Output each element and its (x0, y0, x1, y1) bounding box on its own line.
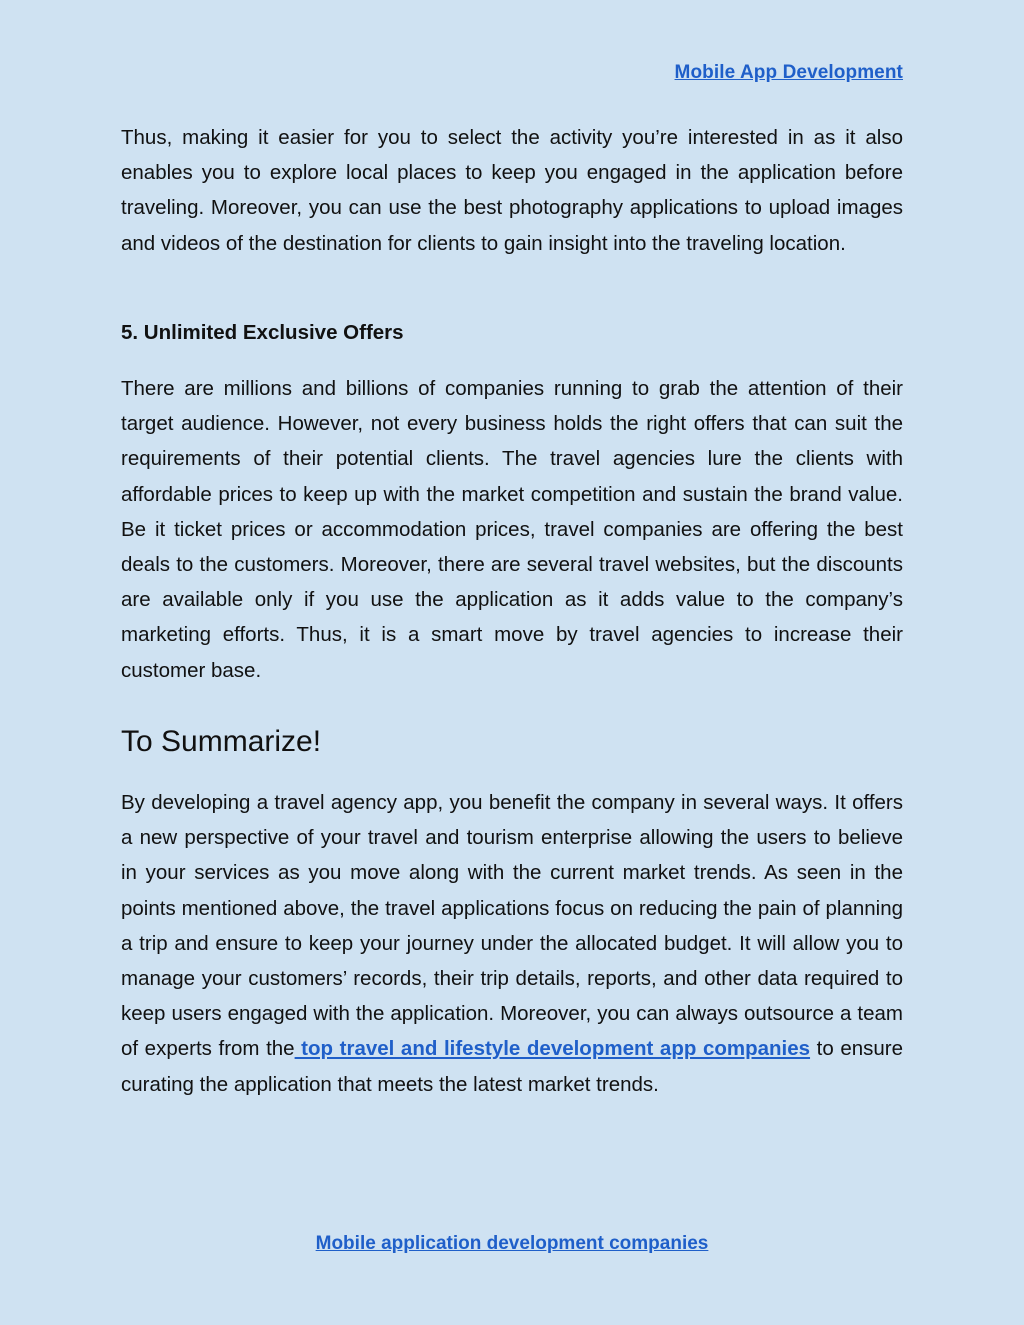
paragraph-exclusive-offers: There are millions and billions of companies running to grab the attention of their target audience. However, not every business holds the right offers that can suit the requirements of their potential clients. The travel agencies lure the clients with affordable prices to keep up with the market competition and sustain the brand value. Be it ticket prices or accommodation prices, travel companies are offering the best deals to the customers. Moreover, there are several travel websites, but the discounts are available only if you use the application as it adds value to the company’s marketing efforts. Thus, it is a smart move by travel agencies to increase their customer base. (121, 377, 903, 682)
section-title-to-summarize: To Summarize! (121, 725, 322, 758)
paragraph-summary (121, 785, 903, 1102)
header-link-mobile-app-development[interactable]: Mobile App Development (674, 62, 903, 83)
document-page (121, 0, 903, 1325)
summary-text-before-link: By developing a travel agency app, you benefit the company in several ways. It offers a new perspective of your travel and tourism enterprise allowing the users to believe in your services as you move along with the current market trends. As seen in the points mentioned above, the travel applications focus on reducing the pain of planning a trip and ensure to keep your journey under the allocated budget. It will allow you to manage your customers’ records, their trip details, reports, and other data required to keep users engaged with the application. Moreover, you can always outsource a team of experts from the (121, 791, 903, 1061)
footer (121, 1233, 903, 1255)
paragraph-activity-selection: Thus, making it easier for you to select the activity you’re interested in as it also enables you to explore local places to keep you engaged in the application before traveling. Moreover, you can use the best photography applications to upload images and videos of the destination for clients to gain insight into the traveling location. (121, 126, 903, 255)
footer-link-mobile-app-development-companies[interactable]: Mobile application development companies (315, 1233, 709, 1254)
subheading-unlimited-exclusive-offers: 5. Unlimited Exclusive Offers (121, 321, 404, 344)
link-top-travel-app-companies[interactable]: top travel and lifestyle development app companies (294, 1037, 811, 1061)
summary-text-after-link: to ensure curating the application that meets the latest market trends. (121, 1037, 903, 1096)
